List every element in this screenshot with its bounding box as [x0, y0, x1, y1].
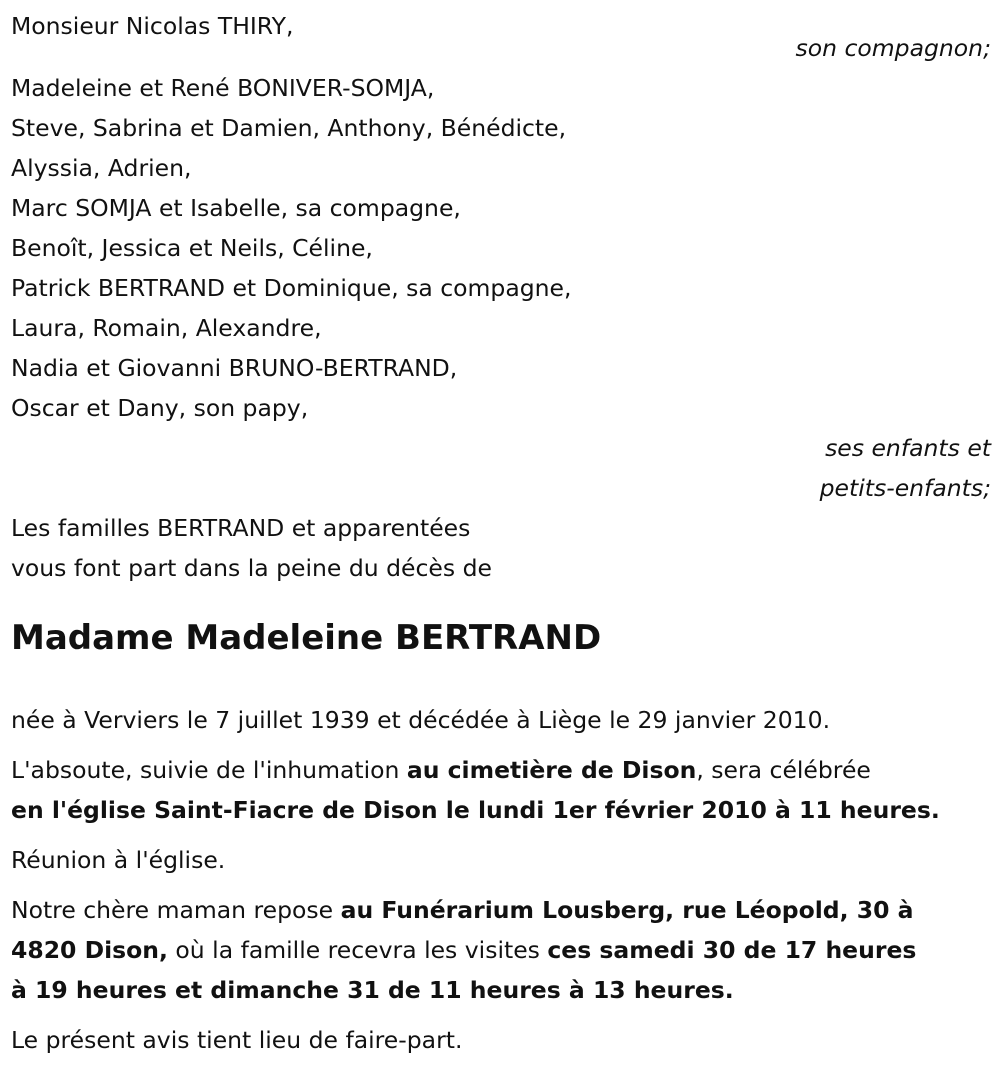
companion-name: Monsieur Nicolas THIRY,	[11, 12, 294, 40]
service-text: L'absoute, suivie de l'inhumation	[11, 756, 407, 784]
children-role-line-2: petits-enfants;	[819, 474, 991, 502]
children-line: Nadia et Giovanni BRUNO-BERTRAND,	[11, 354, 458, 382]
closing-text: Le présent avis tient lieu de faire-part.	[11, 1026, 463, 1054]
death-notice	[11, 6, 991, 1070]
children-line: Alyssia, Adrien,	[11, 154, 192, 182]
rest-paragraph	[11, 890, 991, 1010]
deceased-name: Madame Madeleine BERTRAND	[11, 618, 602, 658]
children-line: Marc SOMJA et Isabelle, sa compagne,	[11, 194, 461, 222]
children-role-line-1: ses enfants et	[825, 434, 991, 462]
children-line: Benoît, Jessica et Neils, Céline,	[11, 234, 373, 262]
funeral-home-city: 4820 Dison,	[11, 936, 168, 964]
companion-role: son compagnon;	[795, 34, 991, 62]
children-line: Madeleine et René BONIVER-SOMJA,	[11, 74, 435, 102]
funeral-home: au Funérarium Lousberg, rue Léopold, 30 à	[340, 896, 914, 924]
service-text: , sera célébrée	[696, 756, 871, 784]
rest-text: Notre chère maman repose	[11, 896, 341, 924]
children-line: Steve, Sabrina et Damien, Anthony, Bénédicte,	[11, 114, 567, 142]
families-line-1: Les familles BERTRAND et apparentées	[11, 514, 471, 542]
meeting-text: Réunion à l'église.	[11, 846, 226, 874]
service-church-date: en l'église Saint-Fiacre de Dison le lundi 1er février 2010 à 11 heures.	[11, 796, 940, 824]
children-line: Oscar et Dany, son papy,	[11, 394, 309, 422]
children-line: Laura, Romain, Alexandre,	[11, 314, 322, 342]
birth-death-text: née à Verviers le 7 juillet 1939 et décédée à Liège le 29 janvier 2010.	[11, 706, 831, 734]
rest-text: où la famille recevra les visites	[167, 936, 548, 964]
families-line-2: vous font part dans la peine du décès de	[11, 554, 492, 582]
visiting-hours: à 19 heures et dimanche 31 de 11 heures à 13 heures.	[11, 976, 734, 1004]
visiting-hours: ces samedi 30 de 17 heures	[547, 936, 917, 964]
service-place: au cimetière de Dison	[406, 756, 697, 784]
children-line: Patrick BERTRAND et Dominique, sa compagne,	[11, 274, 572, 302]
service-paragraph	[11, 750, 991, 830]
children-list	[11, 68, 991, 428]
